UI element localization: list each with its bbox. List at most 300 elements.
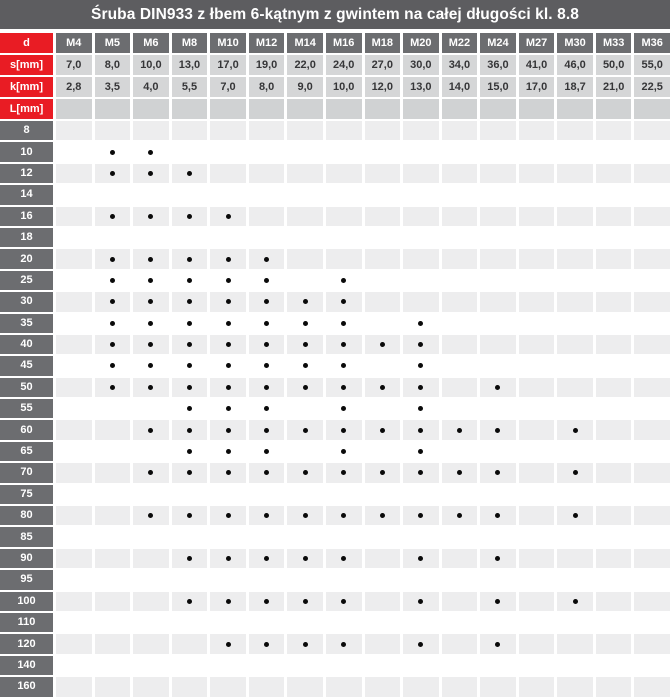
availability-cell-m18-l80 [365,506,401,525]
availability-cell-m14-l14 [287,185,323,204]
availability-cell-m10-l12 [210,164,246,183]
length-header-spacer-m22 [442,99,478,119]
availability-cell-m27-l55 [519,399,555,418]
availability-dot [187,428,192,433]
availability-cell-m6-l20 [133,249,169,268]
availability-cell-m16-l95 [326,570,362,589]
length-label-35: 35 [0,314,53,333]
diameter-header-m18: M18 [365,33,401,53]
availability-dot [187,449,192,454]
availability-cell-m12-l30 [249,292,285,311]
wrench-size-value-m33: 50,0 [596,55,632,75]
availability-dot [148,513,153,518]
availability-cell-m36-l75 [634,485,670,504]
availability-cell-m4-l14 [56,185,92,204]
availability-cell-m18-l140 [365,656,401,675]
availability-dot [341,470,346,475]
availability-cell-m6-l110 [133,613,169,632]
head-height-value-m20: 13,0 [403,77,439,97]
availability-cell-m4-l40 [56,335,92,354]
availability-cell-m22-l8 [442,121,478,140]
availability-dot [341,363,346,368]
availability-dot [187,599,192,604]
availability-cell-m24-l75 [480,485,516,504]
availability-dot [148,363,153,368]
wrench-size-value-m5: 8,0 [95,55,131,75]
availability-cell-m30-l50 [557,378,593,397]
length-label-10: 10 [0,142,53,161]
availability-cell-m4-l70 [56,463,92,482]
diameter-header-m36: M36 [634,33,670,53]
availability-cell-m24-l110 [480,613,516,632]
availability-cell-m5-l160 [95,677,131,696]
availability-dot [110,342,115,347]
length-label-100: 100 [0,592,53,611]
availability-cell-m24-l8 [480,121,516,140]
availability-cell-m6-l12 [133,164,169,183]
availability-cell-m14-l10 [287,142,323,161]
availability-dot [418,470,423,475]
availability-cell-m36-l18 [634,228,670,247]
availability-cell-m8-l8 [172,121,208,140]
availability-dot [303,556,308,561]
availability-cell-m12-l160 [249,677,285,696]
availability-cell-m6-l35 [133,314,169,333]
availability-cell-m12-l75 [249,485,285,504]
availability-cell-m4-l18 [56,228,92,247]
availability-cell-m14-l60 [287,420,323,439]
availability-cell-m27-l8 [519,121,555,140]
availability-cell-m33-l120 [596,634,632,653]
availability-cell-m14-l35 [287,314,323,333]
availability-cell-m30-l95 [557,570,593,589]
availability-cell-m6-l100 [133,592,169,611]
length-label-16: 16 [0,207,53,226]
availability-cell-m27-l95 [519,570,555,589]
availability-dot [226,342,231,347]
availability-cell-m8-l120 [172,634,208,653]
availability-cell-m20-l20 [403,249,439,268]
availability-cell-m5-l65 [95,442,131,461]
availability-cell-m24-l60 [480,420,516,439]
availability-cell-m33-l60 [596,420,632,439]
availability-cell-m10-l14 [210,185,246,204]
availability-cell-m14-l85 [287,527,323,546]
availability-cell-m18-l75 [365,485,401,504]
availability-cell-m18-l8 [365,121,401,140]
availability-cell-m33-l160 [596,677,632,696]
availability-cell-m18-l14 [365,185,401,204]
availability-cell-m27-l100 [519,592,555,611]
wrench-size-value-m10: 17,0 [210,55,246,75]
availability-cell-m22-l50 [442,378,478,397]
availability-dot [303,342,308,347]
availability-cell-m33-l55 [596,399,632,418]
availability-cell-m22-l140 [442,656,478,675]
availability-cell-m14-l160 [287,677,323,696]
availability-cell-m18-l110 [365,613,401,632]
availability-cell-m6-l18 [133,228,169,247]
availability-cell-m30-l8 [557,121,593,140]
availability-cell-m4-l30 [56,292,92,311]
availability-cell-m33-l50 [596,378,632,397]
availability-cell-m18-l20 [365,249,401,268]
availability-dot [303,385,308,390]
availability-cell-m16-l70 [326,463,362,482]
availability-cell-m16-l100 [326,592,362,611]
availability-dot [226,214,231,219]
availability-cell-m24-l50 [480,378,516,397]
availability-dot [341,406,346,411]
availability-cell-m10-l30 [210,292,246,311]
availability-cell-m30-l12 [557,164,593,183]
availability-cell-m4-l160 [56,677,92,696]
availability-dot [418,428,423,433]
availability-dot [226,278,231,283]
availability-cell-m6-l85 [133,527,169,546]
availability-cell-m33-l14 [596,185,632,204]
availability-cell-m22-l90 [442,549,478,568]
availability-cell-m8-l25 [172,271,208,290]
availability-cell-m8-l95 [172,570,208,589]
availability-dot [495,599,500,604]
availability-cell-m30-l55 [557,399,593,418]
availability-cell-m22-l35 [442,314,478,333]
availability-cell-m20-l85 [403,527,439,546]
availability-dot [226,257,231,262]
availability-cell-m5-l80 [95,506,131,525]
availability-cell-m22-l85 [442,527,478,546]
length-header-spacer-m14 [287,99,323,119]
availability-dot [187,363,192,368]
availability-cell-m18-l25 [365,271,401,290]
head-height-value-m8: 5,5 [172,77,208,97]
availability-cell-m27-l14 [519,185,555,204]
availability-cell-m20-l10 [403,142,439,161]
availability-cell-m33-l45 [596,356,632,375]
availability-cell-m22-l60 [442,420,478,439]
availability-cell-m30-l35 [557,314,593,333]
availability-cell-m36-l120 [634,634,670,653]
availability-cell-m12-l25 [249,271,285,290]
availability-cell-m24-l30 [480,292,516,311]
availability-cell-m10-l120 [210,634,246,653]
availability-cell-m5-l70 [95,463,131,482]
diameter-header-m20: M20 [403,33,439,53]
availability-cell-m16-l18 [326,228,362,247]
availability-cell-m14-l70 [287,463,323,482]
availability-cell-m4-l16 [56,207,92,226]
availability-cell-m14-l20 [287,249,323,268]
availability-cell-m6-l30 [133,292,169,311]
availability-cell-m16-l20 [326,249,362,268]
availability-cell-m10-l80 [210,506,246,525]
availability-cell-m36-l60 [634,420,670,439]
availability-dot [110,278,115,283]
availability-dot [264,299,269,304]
availability-cell-m30-l110 [557,613,593,632]
availability-cell-m4-l20 [56,249,92,268]
availability-cell-m4-l8 [56,121,92,140]
availability-dot [303,321,308,326]
availability-cell-m20-l40 [403,335,439,354]
availability-dot [495,556,500,561]
diameter-header-m4: M4 [56,33,92,53]
availability-cell-m33-l10 [596,142,632,161]
availability-cell-m20-l100 [403,592,439,611]
availability-dot [573,470,578,475]
availability-cell-m22-l16 [442,207,478,226]
length-label-90: 90 [0,549,53,568]
availability-cell-m12-l65 [249,442,285,461]
availability-cell-m30-l75 [557,485,593,504]
availability-cell-m18-l100 [365,592,401,611]
availability-dot [187,299,192,304]
availability-cell-m24-l20 [480,249,516,268]
availability-cell-m33-l110 [596,613,632,632]
availability-cell-m10-l160 [210,677,246,696]
availability-cell-m33-l140 [596,656,632,675]
availability-cell-m16-l55 [326,399,362,418]
head-height-value-m12: 8,0 [249,77,285,97]
availability-dot [226,642,231,647]
length-label-40: 40 [0,335,53,354]
availability-cell-m30-l160 [557,677,593,696]
wrench-size-value-m6: 10,0 [133,55,169,75]
availability-cell-m5-l10 [95,142,131,161]
availability-cell-m36-l65 [634,442,670,461]
availability-cell-m12-l20 [249,249,285,268]
availability-cell-m22-l20 [442,249,478,268]
availability-dot [418,342,423,347]
availability-cell-m24-l90 [480,549,516,568]
length-label-140: 140 [0,656,53,675]
availability-cell-m5-l35 [95,314,131,333]
wrench-size-value-m12: 19,0 [249,55,285,75]
availability-cell-m5-l20 [95,249,131,268]
wrench-size-value-m27: 41,0 [519,55,555,75]
availability-cell-m30-l16 [557,207,593,226]
availability-cell-m27-l110 [519,613,555,632]
availability-cell-m22-l25 [442,271,478,290]
availability-cell-m14-l80 [287,506,323,525]
availability-dot [226,363,231,368]
availability-cell-m20-l16 [403,207,439,226]
availability-cell-m6-l90 [133,549,169,568]
availability-cell-m5-l12 [95,164,131,183]
availability-cell-m5-l14 [95,185,131,204]
availability-cell-m4-l25 [56,271,92,290]
length-label-45: 45 [0,356,53,375]
wrench-size-value-m22: 34,0 [442,55,478,75]
availability-cell-m20-l75 [403,485,439,504]
availability-dot [495,642,500,647]
length-label-18: 18 [0,228,53,247]
availability-cell-m12-l95 [249,570,285,589]
availability-cell-m33-l18 [596,228,632,247]
availability-cell-m4-l110 [56,613,92,632]
diameter-header-m10: M10 [210,33,246,53]
availability-cell-m6-l16 [133,207,169,226]
availability-cell-m22-l14 [442,185,478,204]
availability-dot [226,470,231,475]
length-label-110: 110 [0,613,53,632]
availability-cell-m22-l18 [442,228,478,247]
availability-cell-m20-l90 [403,549,439,568]
availability-cell-m6-l80 [133,506,169,525]
availability-cell-m12-l45 [249,356,285,375]
availability-dot [418,599,423,604]
availability-dot [187,513,192,518]
availability-cell-m24-l100 [480,592,516,611]
availability-dot [380,470,385,475]
length-header-spacer-m16 [326,99,362,119]
availability-cell-m36-l100 [634,592,670,611]
availability-cell-m33-l16 [596,207,632,226]
availability-dot [341,321,346,326]
availability-cell-m6-l25 [133,271,169,290]
head-height-value-m30: 18,7 [557,77,593,97]
availability-cell-m5-l55 [95,399,131,418]
availability-cell-m14-l8 [287,121,323,140]
availability-cell-m4-l10 [56,142,92,161]
availability-cell-m22-l40 [442,335,478,354]
availability-cell-m33-l20 [596,249,632,268]
wrench-size-value-m14: 22,0 [287,55,323,75]
length-header-spacer-m18 [365,99,401,119]
availability-cell-m14-l55 [287,399,323,418]
availability-cell-m20-l160 [403,677,439,696]
availability-cell-m20-l18 [403,228,439,247]
length-label-12: 12 [0,164,53,183]
availability-dot [264,342,269,347]
availability-cell-m16-l65 [326,442,362,461]
availability-dot [418,321,423,326]
availability-cell-m16-l45 [326,356,362,375]
availability-cell-m20-l35 [403,314,439,333]
availability-cell-m24-l95 [480,570,516,589]
availability-cell-m18-l60 [365,420,401,439]
availability-dot [418,449,423,454]
availability-dot [226,513,231,518]
wrench-size-value-m24: 36,0 [480,55,516,75]
availability-cell-m12-l12 [249,164,285,183]
availability-dot [457,513,462,518]
availability-cell-m12-l35 [249,314,285,333]
availability-dot [341,299,346,304]
availability-cell-m27-l10 [519,142,555,161]
availability-cell-m30-l85 [557,527,593,546]
availability-cell-m18-l45 [365,356,401,375]
wrench-size-value-m20: 30,0 [403,55,439,75]
availability-dot [187,470,192,475]
availability-dot [303,642,308,647]
availability-cell-m33-l12 [596,164,632,183]
availability-dot [418,556,423,561]
availability-dot [264,363,269,368]
availability-cell-m14-l100 [287,592,323,611]
availability-cell-m10-l95 [210,570,246,589]
availability-dot [264,599,269,604]
diameter-header-m5: M5 [95,33,131,53]
availability-cell-m10-l35 [210,314,246,333]
availability-cell-m24-l40 [480,335,516,354]
head-height-value-m4: 2,8 [56,77,92,97]
availability-cell-m4-l140 [56,656,92,675]
availability-cell-m5-l25 [95,271,131,290]
availability-cell-m12-l40 [249,335,285,354]
availability-cell-m6-l70 [133,463,169,482]
availability-cell-m27-l80 [519,506,555,525]
wrench-size-value-m18: 27,0 [365,55,401,75]
availability-cell-m36-l14 [634,185,670,204]
availability-cell-m18-l160 [365,677,401,696]
availability-cell-m22-l70 [442,463,478,482]
availability-cell-m16-l50 [326,378,362,397]
diameter-header-m8: M8 [172,33,208,53]
availability-dot [226,321,231,326]
length-label-30: 30 [0,292,53,311]
availability-cell-m22-l80 [442,506,478,525]
availability-dot [110,299,115,304]
availability-dot [303,428,308,433]
availability-cell-m20-l55 [403,399,439,418]
availability-cell-m24-l80 [480,506,516,525]
availability-cell-m4-l65 [56,442,92,461]
availability-cell-m36-l160 [634,677,670,696]
availability-cell-m14-l75 [287,485,323,504]
availability-cell-m22-l30 [442,292,478,311]
availability-cell-m8-l75 [172,485,208,504]
availability-cell-m30-l14 [557,185,593,204]
availability-dot [418,642,423,647]
availability-dot [303,299,308,304]
availability-cell-m4-l50 [56,378,92,397]
availability-cell-m6-l10 [133,142,169,161]
availability-cell-m33-l80 [596,506,632,525]
availability-cell-m12-l70 [249,463,285,482]
diameter-header-m12: M12 [249,33,285,53]
availability-cell-m18-l10 [365,142,401,161]
availability-dot [110,214,115,219]
length-header-spacer-m6 [133,99,169,119]
availability-cell-m33-l90 [596,549,632,568]
availability-cell-m14-l90 [287,549,323,568]
availability-cell-m16-l10 [326,142,362,161]
availability-cell-m8-l16 [172,207,208,226]
availability-cell-m16-l30 [326,292,362,311]
availability-cell-m8-l85 [172,527,208,546]
availability-dot [341,556,346,561]
availability-cell-m24-l10 [480,142,516,161]
availability-dot [495,428,500,433]
availability-cell-m4-l100 [56,592,92,611]
availability-cell-m36-l80 [634,506,670,525]
availability-cell-m18-l70 [365,463,401,482]
availability-cell-m20-l140 [403,656,439,675]
availability-dot [226,299,231,304]
availability-cell-m5-l8 [95,121,131,140]
availability-cell-m18-l85 [365,527,401,546]
availability-dot [418,385,423,390]
wrench-size-value-m36: 55,0 [634,55,670,75]
availability-cell-m4-l85 [56,527,92,546]
availability-cell-m36-l55 [634,399,670,418]
availability-dot [264,449,269,454]
availability-cell-m30-l80 [557,506,593,525]
availability-cell-m27-l85 [519,527,555,546]
availability-cell-m12-l18 [249,228,285,247]
